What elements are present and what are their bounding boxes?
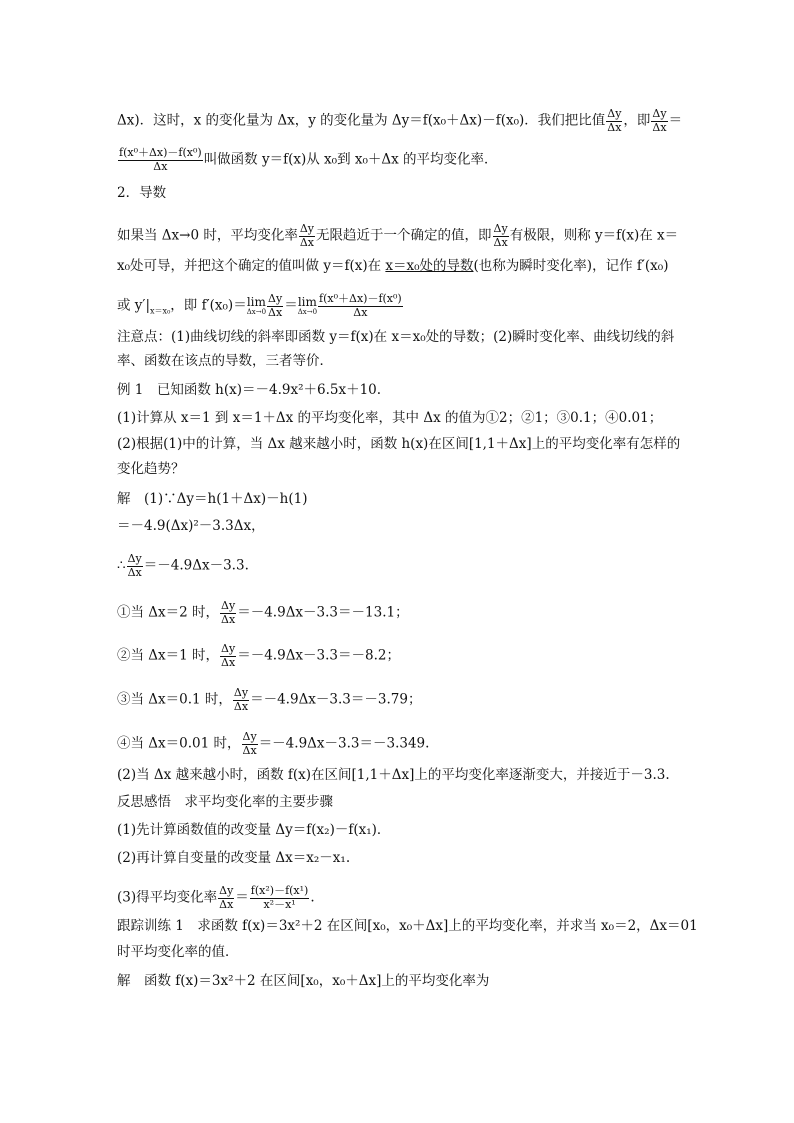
underlined-term: x＝x₀处的导数 — [385, 258, 474, 274]
subscript: x＝x₀ — [150, 306, 171, 316]
fraction-dy-dx — [218, 885, 234, 911]
frac-num: Δy — [493, 222, 508, 235]
step-line-3 — [117, 885, 315, 911]
text-line-1 — [117, 108, 682, 134]
text-line-2 — [117, 147, 498, 173]
text-segment: ＝－4.9Δx－3.3＝－3.349. — [258, 735, 430, 752]
fraction-average-change — [118, 147, 203, 173]
text-segment: . — [310, 889, 315, 906]
text-segment: ＝－4.9Δx－3.3. — [143, 557, 249, 574]
case-line-2 — [117, 643, 400, 669]
frac-den: Δx — [493, 235, 508, 249]
fraction-dy-dx — [651, 108, 667, 134]
solution-line-1: 解 (1)∵Δy＝h(1＋Δx)－h(1) — [117, 491, 308, 507]
fraction-dy-dx — [233, 687, 249, 713]
frac-den: Δx — [353, 305, 368, 319]
frac-den: Δx — [221, 612, 236, 626]
frac-den: Δx — [299, 235, 315, 249]
training-solution-line: 解 函数 f(x)＝3x²＋2 在区间[x₀，x₀＋Δx]上的平均变化率为 — [117, 973, 490, 989]
fraction-dy-dx — [606, 108, 622, 134]
fraction-dy-dx — [267, 293, 283, 319]
fraction-dy-dx — [220, 600, 236, 626]
text-segment: ＝－4.9Δx－3.3＝－13.1； — [237, 604, 409, 621]
frac-num: Δy — [652, 107, 667, 120]
text-segment: Δx)．这时，x 的变化量为 Δx，y 的变化量为 Δy＝f(x₀＋Δx)－f(x₀)．我们把比值 — [117, 112, 606, 129]
text-segment: ∴ — [117, 557, 126, 574]
example-title: 例 1 已知函数 h(x)＝－4.9x²＋6.5x＋10. — [117, 382, 382, 398]
text-segment: x₀处可导，并把这个确定的值叫做 y＝f(x)在 — [117, 258, 386, 274]
frac-den: Δx — [268, 305, 283, 319]
training-line-2: 时平均变化率的值． — [117, 944, 239, 960]
reflection-heading: 反思感悟 求平均变化率的主要步骤 — [117, 794, 333, 810]
frac-den: Δx — [242, 743, 257, 757]
text-segment: ＝－4.9Δx－3.3＝－8.2； — [237, 647, 400, 664]
frac-num: f(x²)－f(x¹) — [250, 884, 309, 897]
frac-num: Δy — [268, 292, 283, 305]
note-line-1: 注意点：(1)曲线切线的斜率即函数 y＝f(x)在 x＝x₀处的导数；(2)瞬时变化率、曲线切线的斜 — [117, 329, 675, 345]
text-segment: (也称为瞬时变化率)，记作 f′(x₀) — [473, 258, 669, 274]
lim-word: lim — [246, 295, 266, 310]
lim-sub: Δx→0 — [297, 307, 318, 316]
solution-line-3 — [117, 553, 249, 579]
fraction-dy-dx — [127, 553, 143, 579]
frac-den: Δx — [652, 120, 667, 134]
lim-sub: Δx→0 — [246, 307, 267, 316]
conclusion-line: (2)当 Δx 越来越小时，函数 f(x)在区间[1,1＋Δx]上的平均变化率逐渐变大，并接近于－3.3. — [117, 767, 670, 783]
text-segment: ＝－4.9Δx－3.3＝－3.79； — [250, 691, 422, 708]
lim-word: lim — [297, 295, 317, 310]
frac-num: Δy — [233, 686, 249, 699]
frac-den: Δx — [221, 655, 236, 669]
text-line-4 — [117, 223, 678, 249]
frac-num: Δy — [299, 222, 315, 235]
frac-den: x²－x¹ — [263, 897, 296, 911]
frac-num: f(x⁰＋Δx)－f(x⁰) — [119, 146, 202, 159]
limit-operator — [247, 296, 266, 316]
frac-num: Δy — [607, 107, 622, 120]
note-line-2: 率、函数在该点的导数，三者等价． — [117, 353, 333, 369]
text-segment: ②当 Δx＝1 时， — [117, 647, 220, 664]
text-segment: ＝ — [284, 297, 298, 314]
text-segment: ＝ — [235, 889, 249, 906]
text-segment: 如果当 Δx→0 时，平均变化率 — [117, 227, 298, 244]
case-line-4 — [117, 731, 429, 757]
text-segment: 叫做函数 y＝f(x)从 x₀到 x₀＋Δx 的平均变化率． — [203, 151, 498, 168]
fraction-dy-dx — [242, 731, 258, 757]
text-segment: ＝ — [668, 112, 683, 129]
frac-num: Δy — [221, 599, 236, 612]
step-line-2: (2)再计算自变量的改变量 Δx＝x₂－x₁. — [117, 850, 351, 866]
frac-num: f(x⁰＋Δx)－f(x⁰) — [319, 292, 402, 305]
text-segment: 无限趋近于一个确定的值，即 — [316, 227, 492, 244]
text-segment: ①当 Δx＝2 时， — [117, 604, 220, 621]
text-segment: 有极限，则称 y＝f(x)在 x＝ — [509, 227, 679, 244]
frac-den: Δx — [127, 565, 142, 579]
frac-den: Δx — [233, 699, 249, 713]
case-line-1 — [117, 600, 409, 626]
frac-den: Δx — [607, 120, 622, 134]
example-part-1: (1)计算从 x＝1 到 x＝1＋Δx 的平均变化率，其中 Δx 的值为①2；②1；③0.1；④0.01； — [117, 410, 663, 426]
fraction-dy-dx — [493, 223, 509, 249]
example-part-2: (2)根据(1)中的计算，当 Δx 越来越小时，函数 h(x)在区间[1,1＋Δx]上的平均变化率有怎样的 — [117, 436, 681, 452]
solution-line-2: ＝－4.9(Δx)²－3.3Δx， — [117, 518, 265, 534]
case-line-3 — [117, 687, 421, 713]
fraction-dy-dx — [299, 223, 315, 249]
text-segment: ③当 Δx＝0.1 时， — [117, 691, 232, 708]
frac-num: Δy — [219, 884, 234, 897]
text-segment: (3)得平均变化率 — [117, 889, 218, 906]
step-line-1: (1)先计算函数值的改变量 Δy＝f(x₂)－f(x₁)． — [117, 822, 391, 838]
frac-num: Δy — [221, 642, 236, 655]
section-heading-derivative: 2．导数 — [117, 185, 167, 201]
fraction-dy-dx — [220, 643, 236, 669]
limit-operator — [298, 296, 317, 316]
frac-den: Δx — [219, 897, 234, 911]
text-segment: ，即 — [623, 112, 651, 129]
text-line-5 — [117, 260, 668, 274]
text-line-6 — [117, 293, 404, 319]
fraction-step — [250, 885, 310, 911]
frac-den: Δx — [153, 159, 168, 173]
text-segment: 或 y′| — [117, 297, 151, 314]
frac-num: Δy — [127, 552, 142, 565]
text-segment: ④当 Δx＝0.01 时， — [117, 735, 241, 752]
training-line-1: 跟踪训练 1 求函数 f(x)＝3x²＋2 在区间[x₀，x₀＋Δx]上的平均变化率，并求当 x₀＝2，Δx＝01 — [117, 918, 698, 934]
example-part-2-cont: 变化趋势？ — [117, 461, 185, 477]
fraction-limit — [318, 293, 403, 319]
text-segment: ，即 f′(x₀)＝ — [170, 297, 247, 314]
frac-num: Δy — [242, 730, 257, 743]
